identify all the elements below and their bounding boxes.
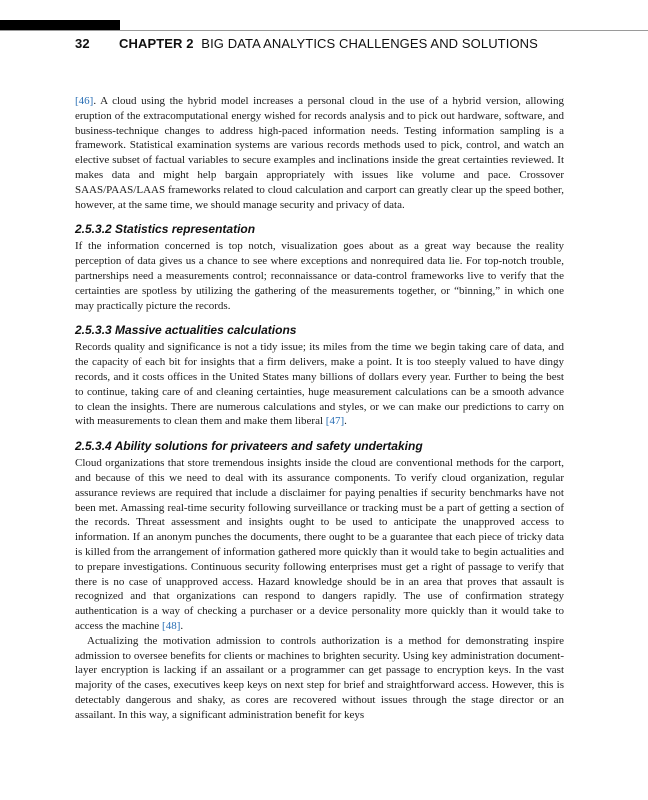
- section-2-5-3-4-paragraph-2: Actualizing the motivation admission to controls authorization is a method for demonstrating inspire admission to oversee benefits for clients or machines to brighten security. Using key administration document-layer encryption is lacking if an assailant or a programmer can get passage to encryption keys. In the vast majority of the cases, executives keep keys on next step for brief and straightforward access. However, this is detectably dangerous and shaky, as cores are recovered without issues through the stage director or an assailant. In this way, a significant administration benefit for keys: [75, 634, 564, 721]
- section-2-5-3-3-end: .: [344, 415, 347, 428]
- section-2-5-3-3-text: Records quality and significance is not a tidy issue; its miles from the time we begin taking care of data, and the capacity of each bit for insights that a firm delivers, make a point. It is too steeply valued to have dingy records, and it costs offices in the United States many billions of dollars every year. Further to being the best to continue, taking care of and cleaning certainties, huge measurement calculations can be a smooth advance to clean the insights. There are numerous calculations and styles, or we can make our predictions to carry on with measurements to clean them and make them liberal: [75, 341, 564, 428]
- section-2-5-3-2-paragraph: If the information concerned is top notch, visualization goes about as a great way because the reality perception of data gives us a chance to see where exceptions and nonrequired data lie. For top-notch trouble, partnerships need a measurements control; reconnaissance or data-control frameworks live to verify that the certainties are spotless by utilizing the gathering of the measurements together, or “binning,” in which one may practically picture the records.: [75, 240, 564, 312]
- page-body: [75, 94, 564, 722]
- citation-link-48[interactable]: [48]: [162, 619, 181, 632]
- section-2-5-3-4-text: Cloud organizations that store tremendous insights inside the cloud are conventional methods for the carport, and because of this we need to deal with its assurance components. To verify cloud organization, regular assurance reviews are required that include a disclaimer for paying penalties if security benchmarks have not been met. Amassing real-time security following surveillance or tracking must be a part of getting a section of the records. Threat assessment and insights ought to be used to anticipate the unapproved access to information. If an anonym punches the documents, there ought to be a guarantee that each piece of tricky data is killed from the arrangement of information gathered more quickly than it would take to begin actualities and to prepare investigations. Continuous security following enterprises must get a right of passage to verify that there is no case of unapproved access. Hazard knowledge should be in an area that proves that assault is recognized and that organizations can respond to dangers rapidly. The use of confirmation strategy authentication is a way of checking a purchaser or a device personality more quickly than it would take to access the machine: [75, 457, 564, 632]
- intro-paragraph: [75, 94, 564, 212]
- section-2-5-3-4-paragraph: [75, 456, 564, 634]
- page-number: 32: [75, 36, 90, 51]
- citation-link-47[interactable]: [47]: [325, 415, 345, 428]
- intro-text: . A cloud using the hybrid model increases a personal cloud in the use of a hybrid version, allowing eruption of the extracomputational energy wished for records analysis and to pick out hardware, software, and business-technique changes to address high-paced information needs. Testing information sampling is a framework. Statistical examination systems are various records methods used to pick, control, and watch an elective subset of factual variables to secure examples and inclinations inside the great certainties reviewed. It makes data and might help bargain appropriately with issues like volume and pace. Crossover SAAS/PAAS/LAAS frameworks related to cloud calculation and carport can greatly clear up the speed bother, however, at the same time, we should manage security and privacy of data.: [75, 95, 564, 211]
- section-heading-2-5-3-3: 2.5.3.3 Massive actualities calculations: [75, 323, 297, 338]
- section-2-5-3-4-end: .: [180, 619, 184, 632]
- citation-link-46[interactable]: [46]: [75, 95, 94, 107]
- header-bar: [0, 20, 120, 30]
- section-2-5-3-3-paragraph: [75, 340, 564, 429]
- chapter-label: CHAPTER 2: [119, 36, 194, 51]
- section-heading-2-5-3-4: 2.5.3.4 Ability solutions for privateers and safety undertaking: [75, 439, 423, 454]
- chapter-title: BIG DATA ANALYTICS CHALLENGES AND SOLUTIONS: [201, 36, 538, 51]
- section-heading-2-5-3-2: 2.5.3.2 Statistics representation: [75, 222, 256, 237]
- header-rule: [0, 30, 648, 31]
- running-head: [75, 36, 628, 51]
